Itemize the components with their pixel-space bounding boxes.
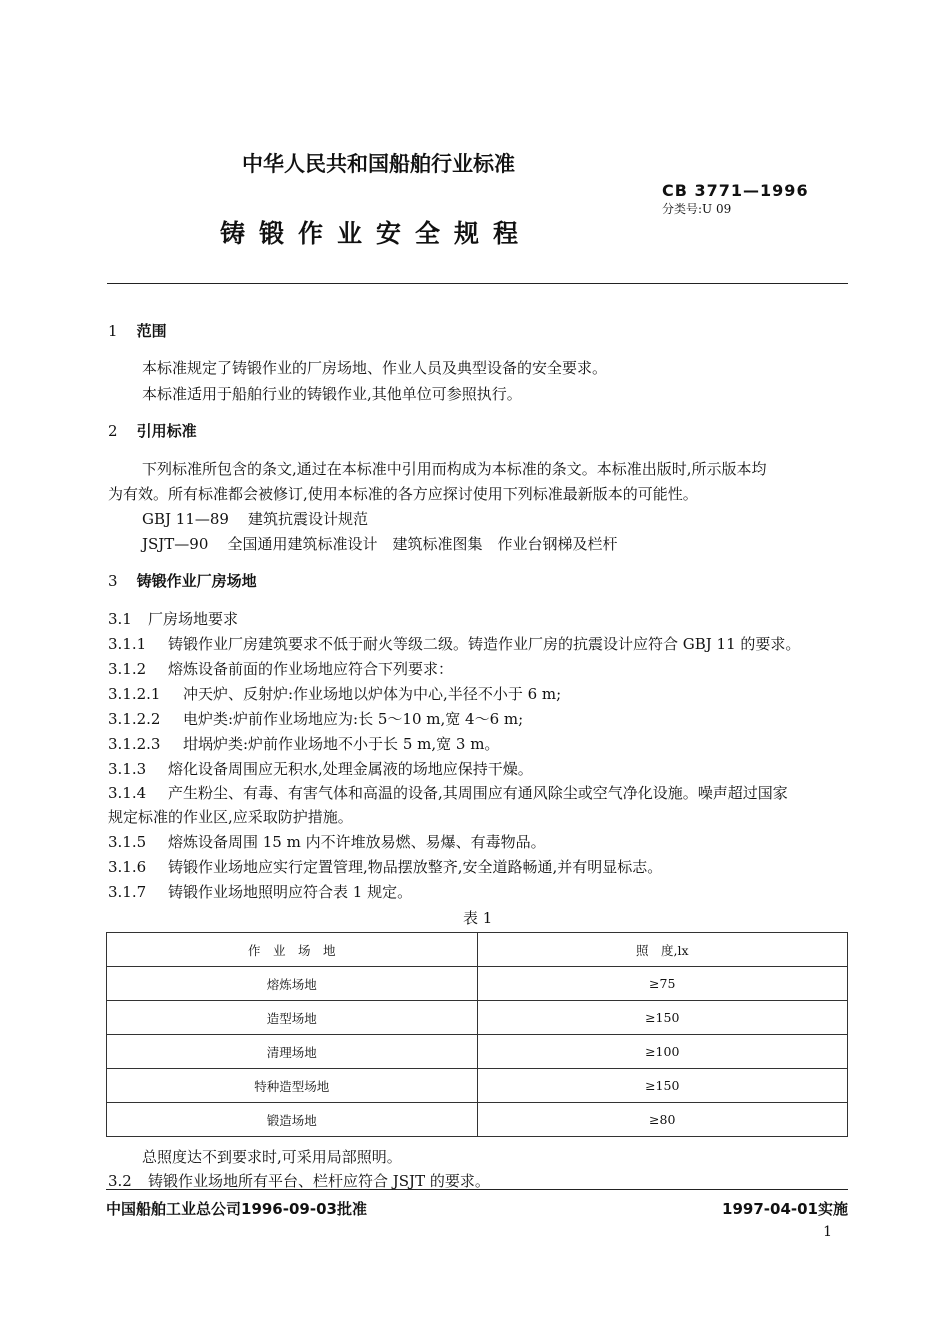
approval-line: 中国船舶工业总公司1996-09-03批准 (106, 1200, 367, 1218)
clause-3-1-5 (108, 831, 546, 852)
section-title: 铸锻作业厂房场地 (136, 572, 257, 590)
clause-number: 3.1.2 (108, 660, 147, 678)
clause-number: 3.2 (108, 1172, 132, 1190)
clause-3-1-3 (108, 758, 533, 779)
table-cell: ≥150 (477, 1001, 848, 1035)
table-row (107, 1103, 848, 1137)
clause-text: 熔化设备周围应无积水,处理金属液的场地应保持干燥。 (168, 760, 533, 778)
paragraph: 下列标准所包含的条文,通过在本标准中引用而构成为本标准的条文。本标准出版时,所示版本均 (142, 460, 767, 478)
clause-number: 3.1.3 (108, 760, 147, 778)
clause-3-1-2-1 (108, 683, 561, 704)
clause-text: 产生粉尘、有毒、有害气体和高温的设备,其周围应有通风除尘或空气净化设施。噪声超过国家 (168, 784, 788, 802)
table-row (107, 1035, 848, 1069)
table-cell: ≥75 (477, 967, 848, 1001)
table-header-cell: 照 度,lx (477, 933, 848, 967)
clause-number: 3.1.2.3 (108, 735, 161, 753)
reference-code: JSJT—90 (142, 535, 209, 553)
header-rule (107, 283, 848, 284)
clause-number: 3.1 (108, 610, 132, 628)
page-number: 1 (823, 1224, 832, 1240)
clause-3-1-2-3 (108, 733, 499, 754)
footer-rule (106, 1189, 848, 1190)
illumination-table (106, 932, 848, 1137)
section-number: 1 (108, 322, 118, 340)
clause-3-1-1 (108, 633, 800, 654)
clause-text: 冲天炉、反射炉:作业场地以炉体为中心,半径不小于 6 m; (183, 685, 562, 703)
table-cell: ≥80 (477, 1103, 848, 1137)
reference-title: 建筑抗震设计规范 (248, 510, 369, 528)
section-3-heading (108, 570, 257, 591)
clause-number: 3.1.1 (108, 635, 147, 653)
clause-number: 3.1.7 (108, 883, 147, 901)
classification-number: 分类号:U 09 (662, 202, 732, 216)
section-number: 3 (108, 572, 118, 590)
table-note: 总照度达不到要求时,可采用局部照明。 (142, 1148, 402, 1166)
clause-number: 3.1.2.2 (108, 710, 161, 728)
clause-text: 铸锻作业场地应实行定置管理,物品摆放整齐,安全道路畅通,并有明显标志。 (168, 858, 663, 876)
table-row (107, 1001, 848, 1035)
paragraph-continuation: 规定标准的作业区,应采取防护措施。 (108, 808, 353, 826)
table-row (107, 1069, 848, 1103)
clause-number: 3.1.6 (108, 858, 147, 876)
clause-text: 铸锻作业场地所有平台、栏杆应符合 JSJT 的要求。 (148, 1172, 490, 1190)
table-cell: 造型场地 (107, 1001, 478, 1035)
table-cell: 熔炼场地 (107, 967, 478, 1001)
table-cell: 特种造型场地 (107, 1069, 478, 1103)
document-title: 铸锻作业安全规程 (220, 219, 533, 248)
reference-item (142, 508, 368, 529)
clause-number: 3.1.5 (108, 833, 147, 851)
clause-text: 铸锻作业厂房建筑要求不低于耐火等级二级。铸造作业厂房的抗震设计应符合 GBJ 11 的要求。 (168, 635, 801, 653)
standard-code: CB 3771—1996 (662, 181, 809, 200)
section-number: 2 (108, 422, 118, 440)
clause-text: 铸锻作业场地照明应符合表 1 规定。 (168, 883, 413, 901)
clause-text: 电炉类:炉前作业场地应为:长 5～10 m,宽 4～6 m; (183, 710, 524, 728)
clause-3-2 (108, 1170, 490, 1191)
clause-text: 熔炼设备前面的作业场地应符合下列要求： (168, 660, 454, 678)
paragraph: 为有效。所有标准都会被修订,使用本标准的各方应探讨使用下列标准最新版本的可能性。 (108, 485, 698, 503)
clause-3-1-2 (108, 658, 453, 679)
paragraph: 本标准适用于船舶行业的铸锻作业,其他单位可参照执行。 (142, 385, 522, 403)
section-title: 引用标准 (136, 422, 197, 440)
table-row (107, 967, 848, 1001)
effective-date: 1997-04-01实施 (722, 1200, 848, 1218)
section-title: 范围 (136, 322, 167, 340)
table-cell: ≥150 (477, 1069, 848, 1103)
table-cell: 锻造场地 (107, 1103, 478, 1137)
clause-text: 熔炼设备周围 15 m 内不许堆放易燃、易爆、有毒物品。 (168, 833, 546, 851)
table-caption: 表 1 (463, 909, 493, 927)
standard-title: 中华人民共和国船舶行业标准 (242, 152, 515, 176)
reference-item (142, 533, 618, 554)
clause-number: 3.1.4 (108, 784, 147, 802)
clause-3-1-6 (108, 856, 662, 877)
clause-text: 厂房场地要求 (148, 610, 239, 628)
clause-text: 坩埚炉类:炉前作业场地不小于长 5 m,宽 3 m。 (183, 735, 500, 753)
clause-3-1-4 (108, 782, 788, 803)
clause-3-1-2-2 (108, 708, 523, 729)
section-1-heading (108, 320, 167, 341)
clause-3-1-7 (108, 881, 412, 902)
reference-code: GBJ 11—89 (142, 510, 229, 528)
table-cell: 清理场地 (107, 1035, 478, 1069)
section-2-heading (108, 420, 197, 441)
clause-3-1 (108, 608, 238, 629)
reference-title: 全国通用建筑标准设计 建筑标准图集 作业台钢梯及栏杆 (227, 535, 618, 553)
table-header-cell: 作 业 场 地 (107, 933, 478, 967)
table-cell: ≥100 (477, 1035, 848, 1069)
paragraph: 本标准规定了铸锻作业的厂房场地、作业人员及典型设备的安全要求。 (142, 359, 608, 377)
clause-number: 3.1.2.1 (108, 685, 161, 703)
table-header-row (107, 933, 848, 967)
